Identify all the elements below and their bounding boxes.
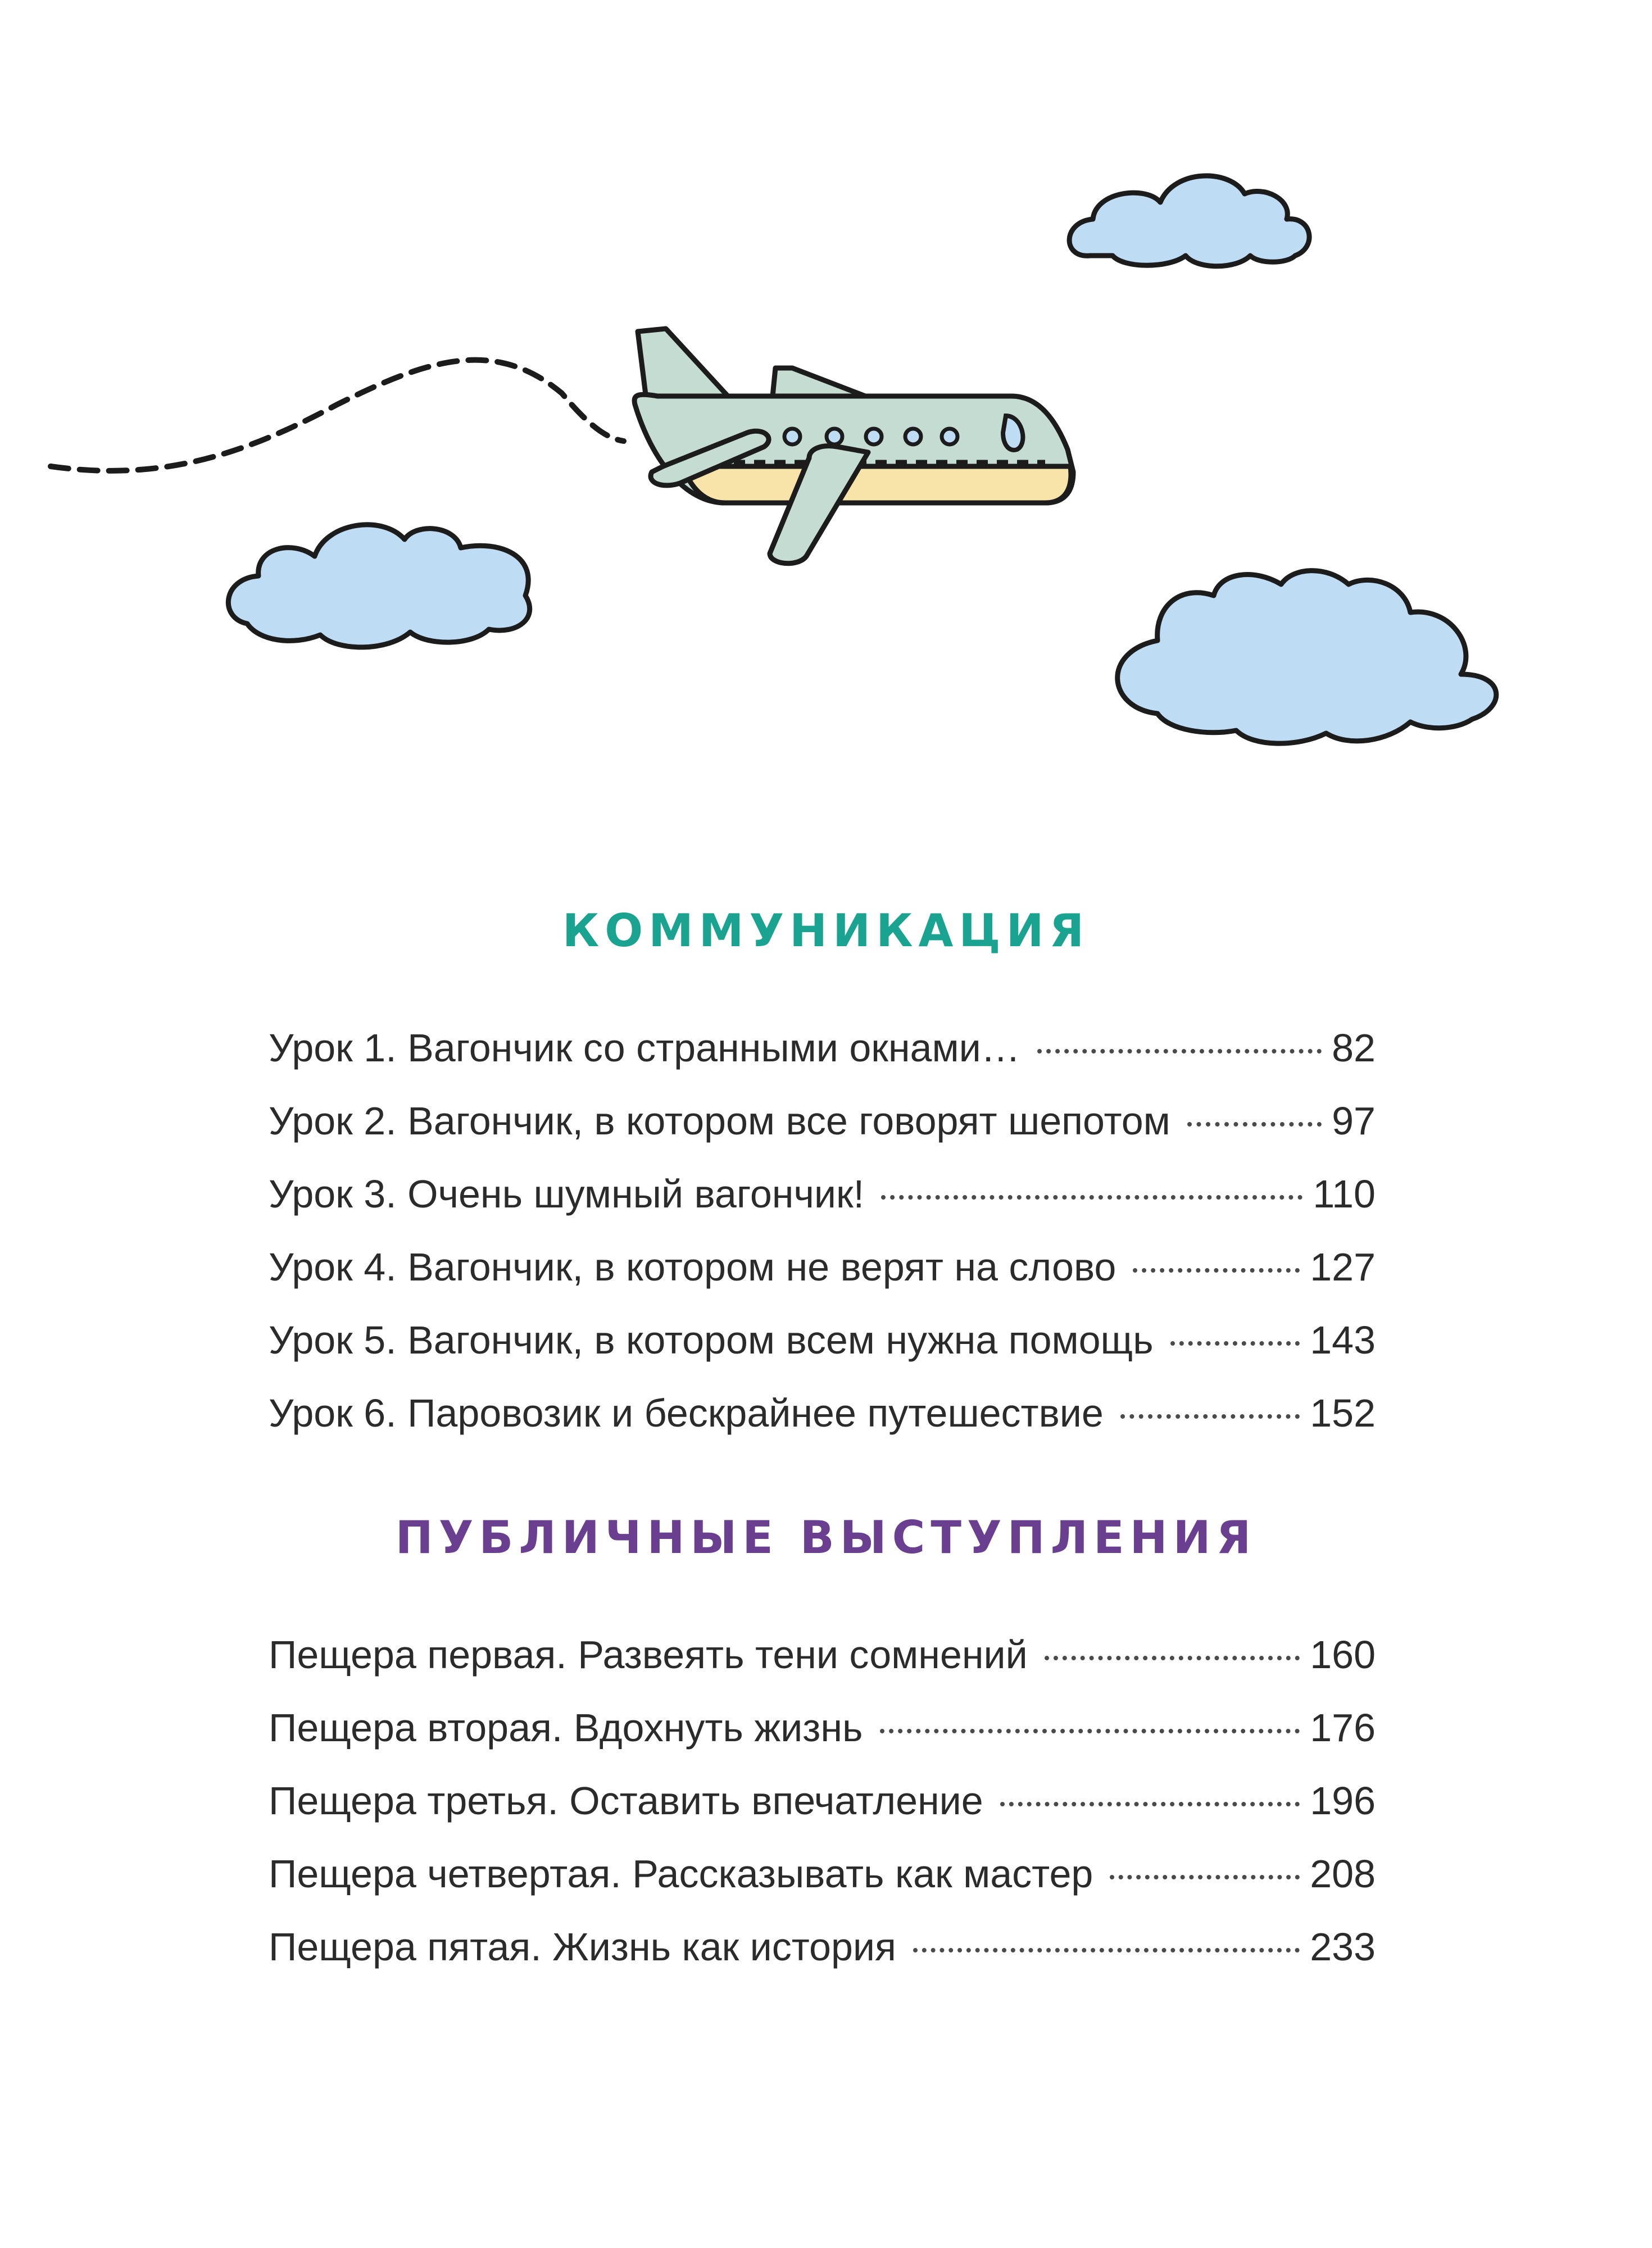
dot-leader bbox=[1187, 1122, 1322, 1127]
toc-entry-page: 176 bbox=[1310, 1706, 1376, 1750]
toc-entry-title: Пещера четвертая. Рассказывать как мастер bbox=[269, 1852, 1093, 1896]
dot-leader bbox=[1110, 1875, 1300, 1879]
toc-entry-page: 152 bbox=[1310, 1391, 1376, 1435]
toc-entry[interactable] bbox=[269, 1377, 1376, 1450]
toc-entry-page: 97 bbox=[1332, 1099, 1376, 1143]
section-title-public-speaking: ПУБЛИЧНЫЕ ВЫСТУПЛЕНИЯ bbox=[395, 1511, 1257, 1564]
toc-entry-page: 160 bbox=[1310, 1633, 1376, 1677]
dot-leader bbox=[913, 1948, 1300, 1952]
toc-entry[interactable] bbox=[269, 1910, 1376, 1983]
toc-entry-title: Урок 4. Вагончик, в котором не верят на слово bbox=[269, 1245, 1117, 1289]
toc-entry-page: 143 bbox=[1310, 1318, 1376, 1362]
toc-entry-page: 233 bbox=[1310, 1925, 1376, 1969]
dot-leader bbox=[1000, 1802, 1300, 1806]
toc-entry-title: Урок 2. Вагончик, в котором все говорят шепотом bbox=[269, 1099, 1170, 1143]
dashed-flight-path bbox=[51, 360, 624, 471]
toc-entry-title: Урок 3. Очень шумный вагончик! bbox=[269, 1172, 865, 1216]
toc-entry[interactable] bbox=[269, 1304, 1376, 1377]
toc-entry-page: 208 bbox=[1310, 1852, 1376, 1896]
dot-leader bbox=[880, 1729, 1300, 1733]
toc-entry-page: 127 bbox=[1310, 1245, 1376, 1289]
airplane-illustration bbox=[0, 0, 1652, 815]
toc-entry-title: Пещера вторая. Вдохнуть жизнь bbox=[269, 1706, 863, 1750]
toc-entry[interactable] bbox=[269, 1691, 1376, 1764]
toc-entry-title: Урок 5. Вагончик, в котором всем нужна помощь bbox=[269, 1318, 1154, 1362]
toc-entry-title: Пещера пятая. Жизнь как история bbox=[269, 1925, 896, 1969]
dot-leader bbox=[1037, 1049, 1322, 1053]
toc-entry[interactable] bbox=[269, 1230, 1376, 1304]
airplane-icon bbox=[634, 329, 1073, 564]
toc-entry[interactable] bbox=[269, 1011, 1376, 1084]
dot-leader bbox=[881, 1195, 1302, 1200]
toc-list-public-speaking bbox=[269, 1618, 1376, 1983]
section-title-communication: КОММУНИКАЦИЯ bbox=[562, 905, 1090, 957]
toc-entry[interactable] bbox=[269, 1084, 1376, 1157]
dot-leader bbox=[1045, 1656, 1300, 1660]
toc-entry[interactable] bbox=[269, 1837, 1376, 1910]
cloud-icon bbox=[228, 525, 529, 647]
cloud-icon bbox=[1069, 176, 1309, 266]
toc-list-communication bbox=[269, 1011, 1376, 1450]
toc-entry[interactable] bbox=[269, 1764, 1376, 1837]
dot-leader bbox=[1133, 1268, 1300, 1273]
toc-entry-page: 110 bbox=[1313, 1172, 1376, 1216]
toc-entry-page: 82 bbox=[1332, 1026, 1376, 1070]
toc-entry-title: Урок 6. Паровозик и бескрайнее путешествие bbox=[269, 1391, 1104, 1435]
toc-entry-page: 196 bbox=[1310, 1779, 1376, 1823]
dot-leader bbox=[1120, 1414, 1300, 1419]
cloud-icon bbox=[1118, 571, 1496, 744]
toc-entry[interactable] bbox=[269, 1618, 1376, 1691]
toc-entry-title: Урок 1. Вагончик со странными окнами… bbox=[269, 1026, 1020, 1070]
toc-entry-title: Пещера первая. Развеять тени сомнений bbox=[269, 1633, 1028, 1677]
dot-leader bbox=[1170, 1341, 1300, 1346]
toc-entry[interactable] bbox=[269, 1157, 1376, 1230]
toc-entry-title: Пещера третья. Оставить впечатление bbox=[269, 1779, 983, 1823]
